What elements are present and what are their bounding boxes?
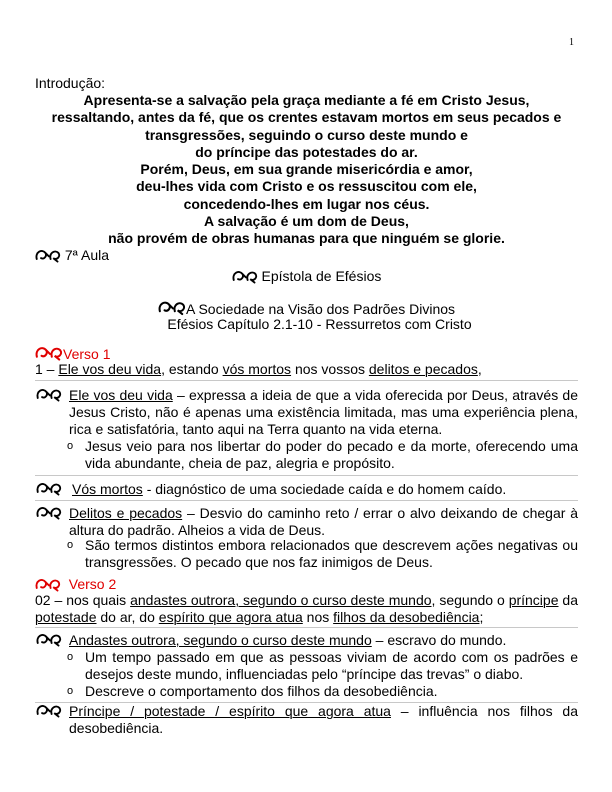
- lesson-heading: [35, 247, 109, 264]
- verse2-heading: Verso 2: [35, 576, 116, 593]
- ornament-icon: [36, 703, 62, 718]
- verse2-text: 02 – nos quais andastes outrora, segundo o curso deste mundo, segundo o príncipe da potestade do ar, do espírito que agora atua nos filhos da desobediência;: [35, 592, 578, 625]
- book-title-text: Epístola de Efésios: [261, 268, 382, 284]
- bullet-icon: o: [67, 685, 74, 697]
- bullet-icon: o: [67, 651, 74, 663]
- ornament-icon: [36, 387, 62, 402]
- intro-line: transgressões, seguindo o curso deste mundo e: [145, 126, 468, 143]
- intro-line: Apresenta-se a salvação pela graça mediante a fé em Cristo Jesus,: [83, 92, 530, 108]
- intro-label: Introdução:: [35, 75, 106, 91]
- item1-bullet: Jesus veio para nos libertar do poder do pecado e da morte, oferecendo uma vida abundante, cheia de paz, alegria e propósito.: [85, 438, 578, 471]
- intro-line: A salvação é um dom de Deus,: [204, 213, 409, 230]
- divider: [35, 627, 578, 628]
- divider: [35, 380, 578, 381]
- ornament-icon: [36, 505, 62, 520]
- divider: [35, 500, 578, 501]
- item-vos-mortos: Vós mortos - diagnóstico de uma sociedade caída e do homem caído.: [72, 481, 507, 497]
- item-delitos-e-pecados: Delitos e pecados – Desvio do caminho reto / errar o alvo deixando de chegar à altura do padrão. Alheios a vida de Deus.: [69, 505, 578, 538]
- ornament-icon: [35, 577, 61, 592]
- book-title: [35, 268, 578, 285]
- intro-line: Porém, Deus, em sua grande misericórdia e amor,: [140, 161, 473, 178]
- ornament-icon: [35, 345, 63, 361]
- verse1-heading: Verso 1: [35, 345, 110, 363]
- item-andastes-outrora: Andastes outrora, segundo o curso deste mundo – escravo do mundo.: [69, 632, 507, 648]
- subtitle-line2: Efésios Capítulo 2.1-10 - Ressurretos com Cristo: [167, 316, 472, 332]
- ornament-icon: [35, 248, 61, 263]
- item3-bullet: São termos distintos embora relacionados que descrevem ações negativas ou transgressões. O pecado que nos faz inimigos de Deus.: [85, 537, 578, 570]
- item-principe-potestade: Príncipe / potestade / espírito que agora atua – influência nos filhos da desobediência.: [69, 703, 578, 736]
- divider: [35, 475, 578, 476]
- bullet-icon: o: [67, 539, 74, 551]
- subtitle-line1: A Sociedade na Visão dos Padrões Divinos: [185, 301, 456, 317]
- lesson-label: 7ª Aula: [64, 247, 109, 263]
- item4-bullet2: Descreve o comportamento dos filhos da desobediência.: [85, 683, 438, 699]
- bullet-icon: o: [67, 440, 74, 452]
- intro-line: deu-lhes vida com Cristo e os ressuscitou com ele,: [136, 178, 477, 195]
- item-ele-vos-deu-vida: Ele vos deu vida – expressa a ideia de que a vida oferecida por Deus, através de Jesus Cristo, não é apenas uma existência limitada, mas uma experiência plena, rica e satisfatória, tanto aqui na Terra quanto na vida eterna.: [69, 387, 579, 437]
- ornament-icon: [232, 269, 258, 284]
- verse1-text: 1 – Ele vos deu vida, estando vós mortos nos vossos delitos e pecados,: [35, 361, 482, 377]
- intro-line: ressaltando, antes da fé, que os crentes estavam mortos em seus pecados e: [51, 109, 562, 126]
- ornament-icon: [36, 632, 62, 647]
- ornament-icon: [36, 481, 62, 496]
- intro-summary: [35, 92, 578, 248]
- item4-bullet1: Um tempo passado em que as pessoas viviam de acordo com os padrões e desejos deste mundo, influenciadas pelo “príncipe das trevas” o diabo.: [85, 649, 578, 682]
- page-number: 1: [569, 37, 574, 48]
- intro-line: do príncipe das potestades do ar.: [195, 143, 418, 160]
- intro-line: concedendo-lhes em lugar nos céus.: [183, 195, 430, 212]
- ornament-icon: [158, 299, 186, 316]
- intro-line: não provém de obras humanas para que ninguém se glorie.: [108, 230, 505, 247]
